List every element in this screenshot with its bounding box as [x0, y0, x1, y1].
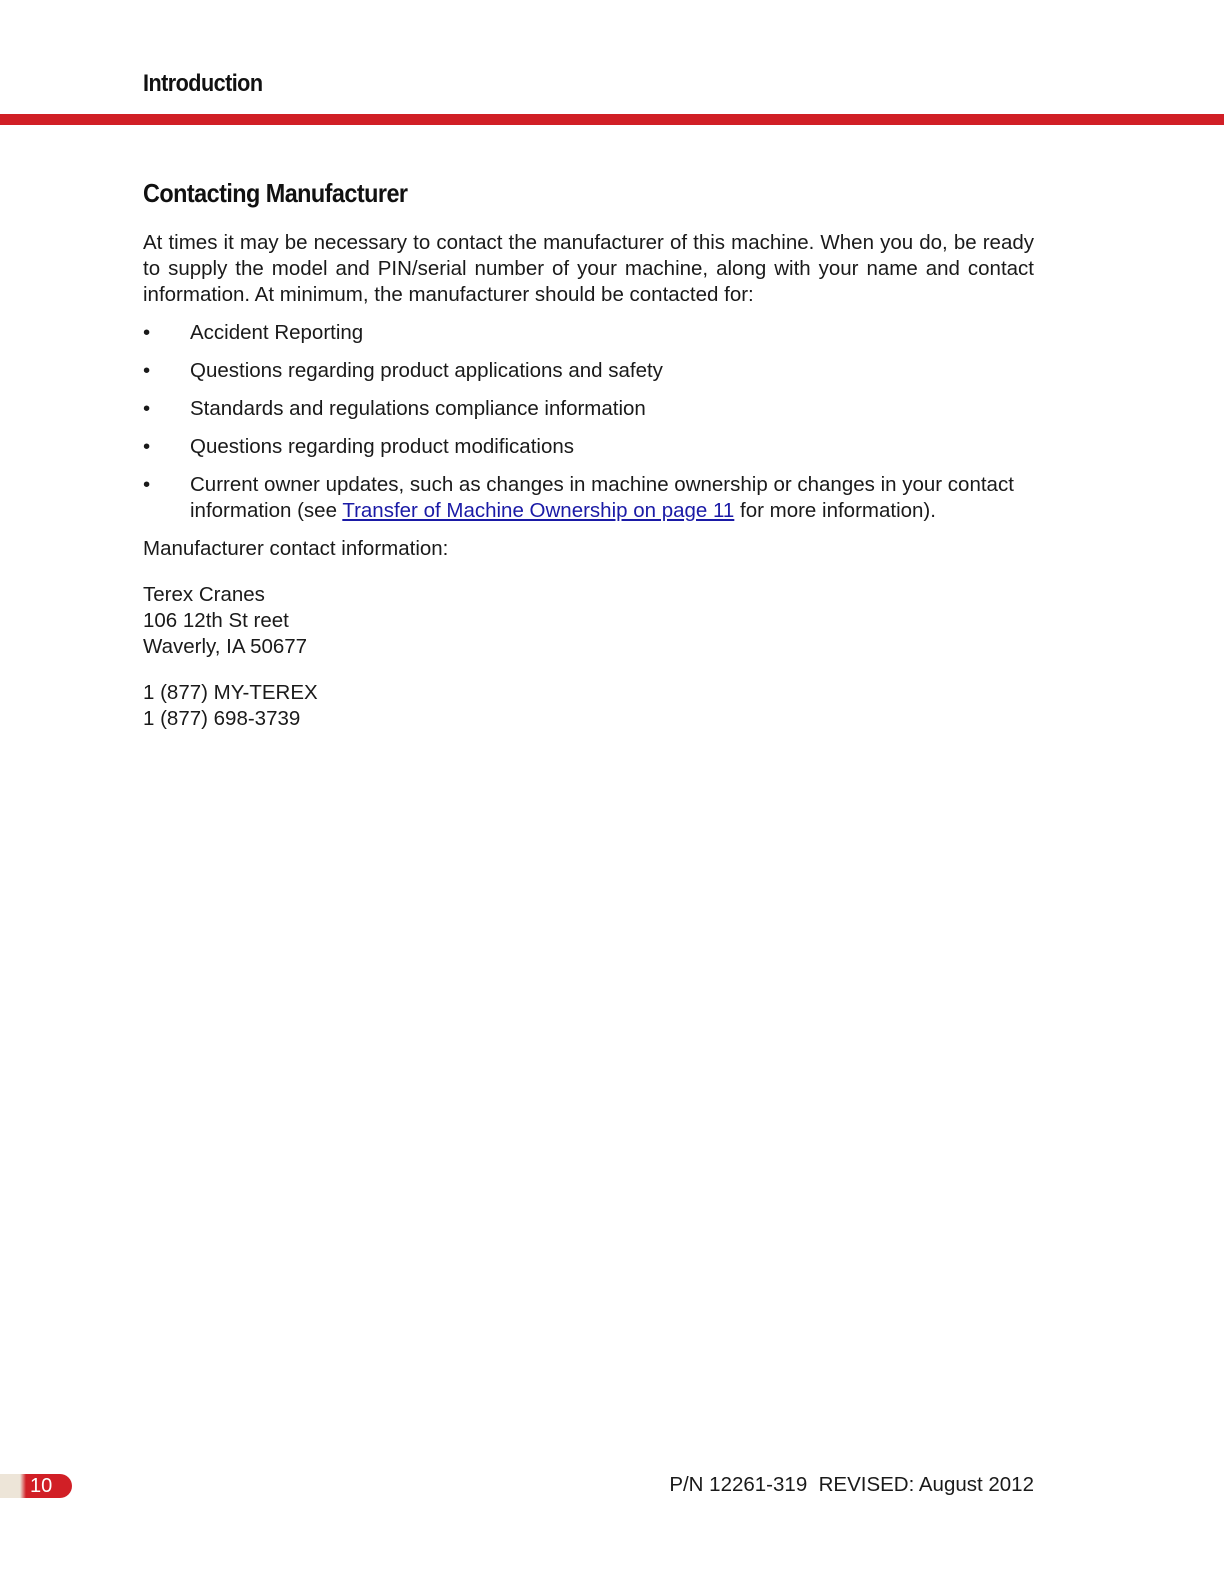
list-item-text-before: Current owner updates, such as changes in machine ownership or changes in your contact information (see [190, 473, 1014, 522]
bullet-mark: • [143, 473, 151, 496]
list-item [143, 320, 1034, 346]
header-rule [0, 114, 1224, 125]
list-item-text-after: for more information). [734, 499, 936, 522]
list-item [143, 396, 1034, 422]
page-content [143, 176, 1034, 752]
manufacturer-phones [143, 680, 1034, 732]
page-heading: Contacting Manufacturer [143, 178, 408, 208]
address-line: 106 12th St reet [143, 609, 289, 632]
list-item-text: Questions regarding product modifications [190, 435, 575, 458]
bullet-mark: • [143, 359, 151, 382]
bullet-mark: • [143, 321, 151, 344]
page-number: 10 [30, 1475, 53, 1497]
list-item-text: Standards and regulations compliance information [190, 397, 646, 420]
manufacturer-address [143, 582, 1034, 660]
phone-line: 1 (877) MY-TEREX [143, 681, 318, 704]
address-line: Terex Cranes [143, 583, 265, 606]
intro-paragraph: At times it may be necessary to contact the manufacturer of this machine. When you do, be ready to supply the model and PIN/serial number of your machine, along with your name and contact information. At minimum, the manufacturer should be contacted for: [143, 231, 1034, 306]
contact-label: Manufacturer contact information: [143, 537, 449, 560]
contact-reasons-list [143, 320, 1034, 524]
page-number-tab [0, 1474, 72, 1498]
bullet-mark: • [143, 397, 151, 420]
list-item-text: Questions regarding product applications and safety [190, 359, 663, 382]
phone-line: 1 (877) 698-3739 [143, 707, 301, 730]
transfer-ownership-link[interactable]: Transfer of Machine Ownership on page 11 [342, 499, 735, 522]
address-line: Waverly, IA 50677 [143, 635, 308, 658]
list-item [143, 434, 1034, 460]
list-item [143, 358, 1034, 384]
section-header: Introduction [143, 70, 263, 97]
list-item [143, 472, 1034, 524]
bullet-mark: • [143, 435, 151, 458]
list-item-text: Accident Reporting [190, 321, 364, 344]
footer-doc-info: P/N 12261-319 REVISED: August 2012 [669, 1473, 1034, 1496]
